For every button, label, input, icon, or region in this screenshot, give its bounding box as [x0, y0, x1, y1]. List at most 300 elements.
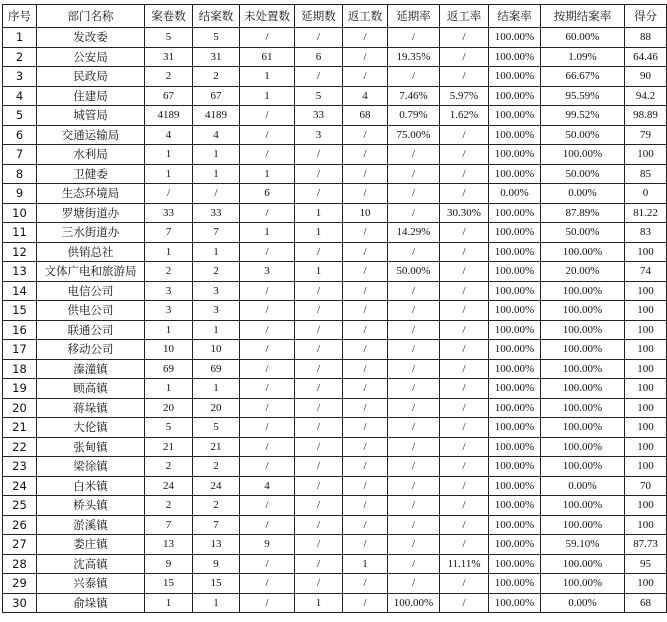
closed-count-cell: 2 — [193, 262, 240, 282]
department-cell: 生态环境局 — [37, 184, 145, 204]
extended-count-cell: / — [295, 457, 343, 477]
extended-count-cell: 1 — [295, 223, 343, 243]
closed-count-cell: 20 — [193, 398, 240, 418]
rework-count-cell: / — [343, 535, 388, 555]
rework-rate-cell: 30.30% — [440, 203, 489, 223]
table-row — [3, 340, 667, 360]
rework-count-cell: / — [343, 398, 388, 418]
rework-rate-cell: / — [440, 515, 489, 535]
extended-count-cell: 3 — [295, 125, 343, 145]
department-statistics-table — [2, 4, 667, 613]
rework-count-cell: / — [343, 67, 388, 87]
index-cell: 29 — [3, 574, 37, 594]
rework-rate-cell: / — [440, 301, 489, 321]
extended-count-cell: / — [295, 320, 343, 340]
extension-rate-cell: / — [388, 554, 440, 574]
rework-count-cell: / — [343, 437, 388, 457]
index-cell: 19 — [3, 379, 37, 399]
closed-count-cell: 5 — [193, 418, 240, 438]
closure-rate-cell: 100.00% — [489, 418, 541, 438]
table-row — [3, 28, 667, 48]
rework-rate-cell: / — [440, 320, 489, 340]
ontime-closure-rate-cell: 0.00% — [541, 184, 625, 204]
pending-count-cell: 1 — [240, 164, 295, 184]
index-cell: 26 — [3, 515, 37, 535]
extended-count-cell: / — [295, 164, 343, 184]
score-cell: 68 — [625, 593, 667, 613]
pending-count-cell: / — [240, 203, 295, 223]
closure-rate-cell: 100.00% — [489, 457, 541, 477]
score-cell: 100 — [625, 398, 667, 418]
case-count-cell: 4 — [145, 125, 193, 145]
rework-count-cell: / — [343, 476, 388, 496]
extended-count-cell: 1 — [295, 262, 343, 282]
rework-count-cell: / — [343, 184, 388, 204]
pending-count-cell: / — [240, 515, 295, 535]
rework-rate-cell: / — [440, 242, 489, 262]
extended-count-cell: / — [295, 28, 343, 48]
closure-rate-cell: 100.00% — [489, 28, 541, 48]
table-row — [3, 86, 667, 106]
case-count-cell: 21 — [145, 437, 193, 457]
score-cell: 95 — [625, 554, 667, 574]
extension-rate-cell: / — [388, 359, 440, 379]
score-cell: 90 — [625, 67, 667, 87]
ontime-closure-rate-cell: 0.00% — [541, 476, 625, 496]
score-cell: 100 — [625, 242, 667, 262]
rework-rate-cell: / — [440, 359, 489, 379]
rework-count-cell: 10 — [343, 203, 388, 223]
ontime-closure-rate-cell: 20.00% — [541, 262, 625, 282]
department-cell: 蒋垛镇 — [37, 398, 145, 418]
rework-rate-cell: / — [440, 67, 489, 87]
rework-rate-cell: / — [440, 223, 489, 243]
pending-count-cell: / — [240, 359, 295, 379]
table-row — [3, 223, 667, 243]
score-cell: 79 — [625, 125, 667, 145]
index-cell: 16 — [3, 320, 37, 340]
case-count-cell: 33 — [145, 203, 193, 223]
index-cell: 30 — [3, 593, 37, 613]
extension-rate-cell: / — [388, 301, 440, 321]
header-department: 部门名称 — [37, 5, 145, 28]
extended-count-cell: 33 — [295, 106, 343, 126]
extended-count-cell: 1 — [295, 593, 343, 613]
ontime-closure-rate-cell: 50.00% — [541, 164, 625, 184]
rework-count-cell: / — [343, 242, 388, 262]
department-cell: 城管局 — [37, 106, 145, 126]
rework-count-cell: / — [343, 145, 388, 165]
case-count-cell: 1 — [145, 320, 193, 340]
table-row — [3, 418, 667, 438]
extension-rate-cell: 75.00% — [388, 125, 440, 145]
department-cell: 溱潼镇 — [37, 359, 145, 379]
extension-rate-cell: / — [388, 28, 440, 48]
rework-count-cell: 4 — [343, 86, 388, 106]
ontime-closure-rate-cell: 100.00% — [541, 496, 625, 516]
rework-rate-cell: / — [440, 418, 489, 438]
rework-rate-cell: / — [440, 379, 489, 399]
index-cell: 28 — [3, 554, 37, 574]
rework-count-cell: / — [343, 379, 388, 399]
closed-count-cell: 1 — [193, 320, 240, 340]
case-count-cell: 3 — [145, 281, 193, 301]
score-cell: 94.2 — [625, 86, 667, 106]
rework-rate-cell: / — [440, 184, 489, 204]
rework-rate-cell: / — [440, 47, 489, 67]
rework-rate-cell: / — [440, 496, 489, 516]
index-cell: 23 — [3, 457, 37, 477]
ontime-closure-rate-cell: 100.00% — [541, 379, 625, 399]
ontime-closure-rate-cell: 0.00% — [541, 593, 625, 613]
extension-rate-cell: / — [388, 496, 440, 516]
closure-rate-cell: 100.00% — [489, 496, 541, 516]
ontime-closure-rate-cell: 100.00% — [541, 301, 625, 321]
case-count-cell: 3 — [145, 301, 193, 321]
ontime-closure-rate-cell: 100.00% — [541, 574, 625, 594]
department-cell: 文体广电和旅游局 — [37, 262, 145, 282]
department-cell: 白米镇 — [37, 476, 145, 496]
department-cell: 供电公司 — [37, 301, 145, 321]
case-count-cell: 15 — [145, 574, 193, 594]
score-cell: 70 — [625, 476, 667, 496]
rework-count-cell: / — [343, 47, 388, 67]
extended-count-cell: / — [295, 379, 343, 399]
table-row — [3, 281, 667, 301]
header-closure-rate: 结案率 — [489, 5, 541, 28]
table-row — [3, 515, 667, 535]
ontime-closure-rate-cell: 99.52% — [541, 106, 625, 126]
score-cell: 88 — [625, 28, 667, 48]
closure-rate-cell: 0.00% — [489, 184, 541, 204]
department-cell: 供销总社 — [37, 242, 145, 262]
closed-count-cell: 2 — [193, 67, 240, 87]
ontime-closure-rate-cell: 100.00% — [541, 242, 625, 262]
extension-rate-cell: 50.00% — [388, 262, 440, 282]
closure-rate-cell: 100.00% — [489, 320, 541, 340]
closure-rate-cell: 100.00% — [489, 476, 541, 496]
table-row — [3, 125, 667, 145]
closure-rate-cell: 100.00% — [489, 86, 541, 106]
department-cell: 顾高镇 — [37, 379, 145, 399]
closed-count-cell: 3 — [193, 281, 240, 301]
case-count-cell: 2 — [145, 67, 193, 87]
index-cell: 5 — [3, 106, 37, 126]
pending-count-cell: / — [240, 379, 295, 399]
score-cell: 83 — [625, 223, 667, 243]
closure-rate-cell: 100.00% — [489, 515, 541, 535]
pending-count-cell: / — [240, 145, 295, 165]
rework-count-cell: / — [343, 359, 388, 379]
department-cell: 桥头镇 — [37, 496, 145, 516]
case-count-cell: 1 — [145, 242, 193, 262]
ontime-closure-rate-cell: 50.00% — [541, 125, 625, 145]
extended-count-cell: / — [295, 340, 343, 360]
score-cell: 100 — [625, 457, 667, 477]
extension-rate-cell: 14.29% — [388, 223, 440, 243]
index-cell: 13 — [3, 262, 37, 282]
closure-rate-cell: 100.00% — [489, 593, 541, 613]
table-row — [3, 262, 667, 282]
table-row — [3, 554, 667, 574]
header-extension-rate: 延期率 — [388, 5, 440, 28]
ontime-closure-rate-cell: 95.59% — [541, 86, 625, 106]
table-body — [3, 28, 667, 613]
case-count-cell: 2 — [145, 496, 193, 516]
score-cell: 100 — [625, 359, 667, 379]
score-cell: 100 — [625, 496, 667, 516]
extension-rate-cell: 100.00% — [388, 593, 440, 613]
table-row — [3, 398, 667, 418]
header-closed-count: 结案数 — [193, 5, 240, 28]
table-row — [3, 379, 667, 399]
case-count-cell: 69 — [145, 359, 193, 379]
extended-count-cell: / — [295, 437, 343, 457]
index-cell: 20 — [3, 398, 37, 418]
ontime-closure-rate-cell: 100.00% — [541, 281, 625, 301]
closed-count-cell: 31 — [193, 47, 240, 67]
score-cell: 74 — [625, 262, 667, 282]
department-cell: 移动公司 — [37, 340, 145, 360]
extended-count-cell: / — [295, 574, 343, 594]
index-cell: 15 — [3, 301, 37, 321]
closure-rate-cell: 100.00% — [489, 223, 541, 243]
extension-rate-cell: / — [388, 184, 440, 204]
closed-count-cell: 1 — [193, 242, 240, 262]
department-cell: 张甸镇 — [37, 437, 145, 457]
index-cell: 4 — [3, 86, 37, 106]
rework-rate-cell: / — [440, 28, 489, 48]
rework-rate-cell: / — [440, 437, 489, 457]
closure-rate-cell: 100.00% — [489, 67, 541, 87]
extended-count-cell: 5 — [295, 86, 343, 106]
ontime-closure-rate-cell: 100.00% — [541, 359, 625, 379]
closed-count-cell: 3 — [193, 301, 240, 321]
score-cell: 100 — [625, 574, 667, 594]
department-cell: 水利局 — [37, 145, 145, 165]
header-index: 序号 — [3, 5, 37, 28]
table-row — [3, 145, 667, 165]
case-count-cell: 1 — [145, 145, 193, 165]
closure-rate-cell: 100.00% — [489, 398, 541, 418]
table-row — [3, 106, 667, 126]
header-case-count: 案卷数 — [145, 5, 193, 28]
pending-count-cell: 9 — [240, 535, 295, 555]
department-cell: 淤溪镇 — [37, 515, 145, 535]
rework-rate-cell: / — [440, 145, 489, 165]
closure-rate-cell: 100.00% — [489, 535, 541, 555]
closed-count-cell: 24 — [193, 476, 240, 496]
table-row — [3, 301, 667, 321]
department-cell: 兴泰镇 — [37, 574, 145, 594]
rework-rate-cell: / — [440, 574, 489, 594]
extension-rate-cell: / — [388, 437, 440, 457]
closed-count-cell: 4189 — [193, 106, 240, 126]
closure-rate-cell: 100.00% — [489, 379, 541, 399]
extension-rate-cell: / — [388, 476, 440, 496]
index-cell: 14 — [3, 281, 37, 301]
rework-rate-cell: 5.97% — [440, 86, 489, 106]
pending-count-cell: 61 — [240, 47, 295, 67]
case-count-cell: 5 — [145, 418, 193, 438]
department-cell: 联通公司 — [37, 320, 145, 340]
pending-count-cell: / — [240, 554, 295, 574]
pending-count-cell: / — [240, 301, 295, 321]
closure-rate-cell: 100.00% — [489, 242, 541, 262]
case-count-cell: 10 — [145, 340, 193, 360]
department-cell: 梁徐镇 — [37, 457, 145, 477]
score-cell: 100 — [625, 145, 667, 165]
extension-rate-cell: / — [388, 340, 440, 360]
case-count-cell: 5 — [145, 28, 193, 48]
index-cell: 2 — [3, 47, 37, 67]
closed-count-cell: 7 — [193, 223, 240, 243]
table-row — [3, 593, 667, 613]
score-cell: 64.46 — [625, 47, 667, 67]
closed-count-cell: 13 — [193, 535, 240, 555]
pending-count-cell: / — [240, 242, 295, 262]
department-cell: 俞垛镇 — [37, 593, 145, 613]
department-cell: 住建局 — [37, 86, 145, 106]
closed-count-cell: 69 — [193, 359, 240, 379]
ontime-closure-rate-cell: 87.89% — [541, 203, 625, 223]
pending-count-cell: / — [240, 125, 295, 145]
extended-count-cell: / — [295, 145, 343, 165]
table-row — [3, 184, 667, 204]
extended-count-cell: / — [295, 515, 343, 535]
closed-count-cell: 15 — [193, 574, 240, 594]
rework-count-cell: / — [343, 262, 388, 282]
ontime-closure-rate-cell: 59.10% — [541, 535, 625, 555]
index-cell: 3 — [3, 67, 37, 87]
score-cell: 100 — [625, 437, 667, 457]
rework-rate-cell: / — [440, 125, 489, 145]
score-cell: 87.73 — [625, 535, 667, 555]
index-cell: 11 — [3, 223, 37, 243]
table-row — [3, 67, 667, 87]
department-cell: 三水街道办 — [37, 223, 145, 243]
rework-count-cell: / — [343, 301, 388, 321]
rework-count-cell: 68 — [343, 106, 388, 126]
case-count-cell: 1 — [145, 379, 193, 399]
department-cell: 罗塘街道办 — [37, 203, 145, 223]
pending-count-cell: / — [240, 593, 295, 613]
extended-count-cell: / — [295, 281, 343, 301]
pending-count-cell: / — [240, 457, 295, 477]
extension-rate-cell: 19.35% — [388, 47, 440, 67]
case-count-cell: 9 — [145, 554, 193, 574]
index-cell: 6 — [3, 125, 37, 145]
table-row — [3, 203, 667, 223]
department-cell: 发改委 — [37, 28, 145, 48]
score-cell: 0 — [625, 184, 667, 204]
rework-count-cell: / — [343, 574, 388, 594]
index-cell: 12 — [3, 242, 37, 262]
extended-count-cell: / — [295, 476, 343, 496]
closure-rate-cell: 100.00% — [489, 106, 541, 126]
closure-rate-cell: 100.00% — [489, 164, 541, 184]
ontime-closure-rate-cell: 100.00% — [541, 145, 625, 165]
closure-rate-cell: 100.00% — [489, 437, 541, 457]
rework-rate-cell: / — [440, 398, 489, 418]
pending-count-cell: / — [240, 28, 295, 48]
index-cell: 7 — [3, 145, 37, 165]
ontime-closure-rate-cell: 100.00% — [541, 457, 625, 477]
case-count-cell: 2 — [145, 457, 193, 477]
closure-rate-cell: 100.00% — [489, 281, 541, 301]
table-row — [3, 457, 667, 477]
closure-rate-cell: 100.00% — [489, 359, 541, 379]
case-count-cell: / — [145, 184, 193, 204]
pending-count-cell: / — [240, 574, 295, 594]
rework-rate-cell: / — [440, 164, 489, 184]
rework-rate-cell: / — [440, 262, 489, 282]
pending-count-cell: 3 — [240, 262, 295, 282]
extension-rate-cell: / — [388, 67, 440, 87]
header-extended-count: 延期数 — [295, 5, 343, 28]
ontime-closure-rate-cell: 100.00% — [541, 437, 625, 457]
rework-count-cell: 1 — [343, 554, 388, 574]
header-rework-rate: 返工率 — [440, 5, 489, 28]
header-ontime-closure-rate: 按期结案率 — [541, 5, 625, 28]
pending-count-cell: / — [240, 437, 295, 457]
department-cell: 公安局 — [37, 47, 145, 67]
extension-rate-cell: 7.46% — [388, 86, 440, 106]
extended-count-cell: / — [295, 67, 343, 87]
pending-count-cell: 1 — [240, 223, 295, 243]
table-row — [3, 574, 667, 594]
rework-count-cell: / — [343, 223, 388, 243]
table-row — [3, 164, 667, 184]
closed-count-cell: 10 — [193, 340, 240, 360]
closed-count-cell: 2 — [193, 457, 240, 477]
ontime-closure-rate-cell: 1.09% — [541, 47, 625, 67]
case-count-cell: 31 — [145, 47, 193, 67]
case-count-cell: 4189 — [145, 106, 193, 126]
extended-count-cell: / — [295, 496, 343, 516]
extended-count-cell: / — [295, 418, 343, 438]
rework-rate-cell: / — [440, 593, 489, 613]
table-header-row — [3, 5, 667, 28]
ontime-closure-rate-cell: 100.00% — [541, 418, 625, 438]
closure-rate-cell: 100.00% — [489, 203, 541, 223]
closed-count-cell: 7 — [193, 515, 240, 535]
closure-rate-cell: 100.00% — [489, 554, 541, 574]
score-cell: 100 — [625, 418, 667, 438]
extension-rate-cell: / — [388, 515, 440, 535]
rework-count-cell: / — [343, 125, 388, 145]
index-cell: 27 — [3, 535, 37, 555]
extended-count-cell: / — [295, 184, 343, 204]
closed-count-cell: 1 — [193, 145, 240, 165]
extension-rate-cell: / — [388, 418, 440, 438]
pending-count-cell: / — [240, 398, 295, 418]
pending-count-cell: 6 — [240, 184, 295, 204]
closure-rate-cell: 100.00% — [489, 47, 541, 67]
rework-count-cell: / — [343, 340, 388, 360]
score-cell: 100 — [625, 301, 667, 321]
table-row — [3, 476, 667, 496]
pending-count-cell: / — [240, 281, 295, 301]
rework-rate-cell: / — [440, 457, 489, 477]
case-count-cell: 7 — [145, 515, 193, 535]
extended-count-cell: 1 — [295, 203, 343, 223]
department-cell: 电信公司 — [37, 281, 145, 301]
table-row — [3, 535, 667, 555]
closed-count-cell: 67 — [193, 86, 240, 106]
rework-count-cell: / — [343, 164, 388, 184]
index-cell: 17 — [3, 340, 37, 360]
